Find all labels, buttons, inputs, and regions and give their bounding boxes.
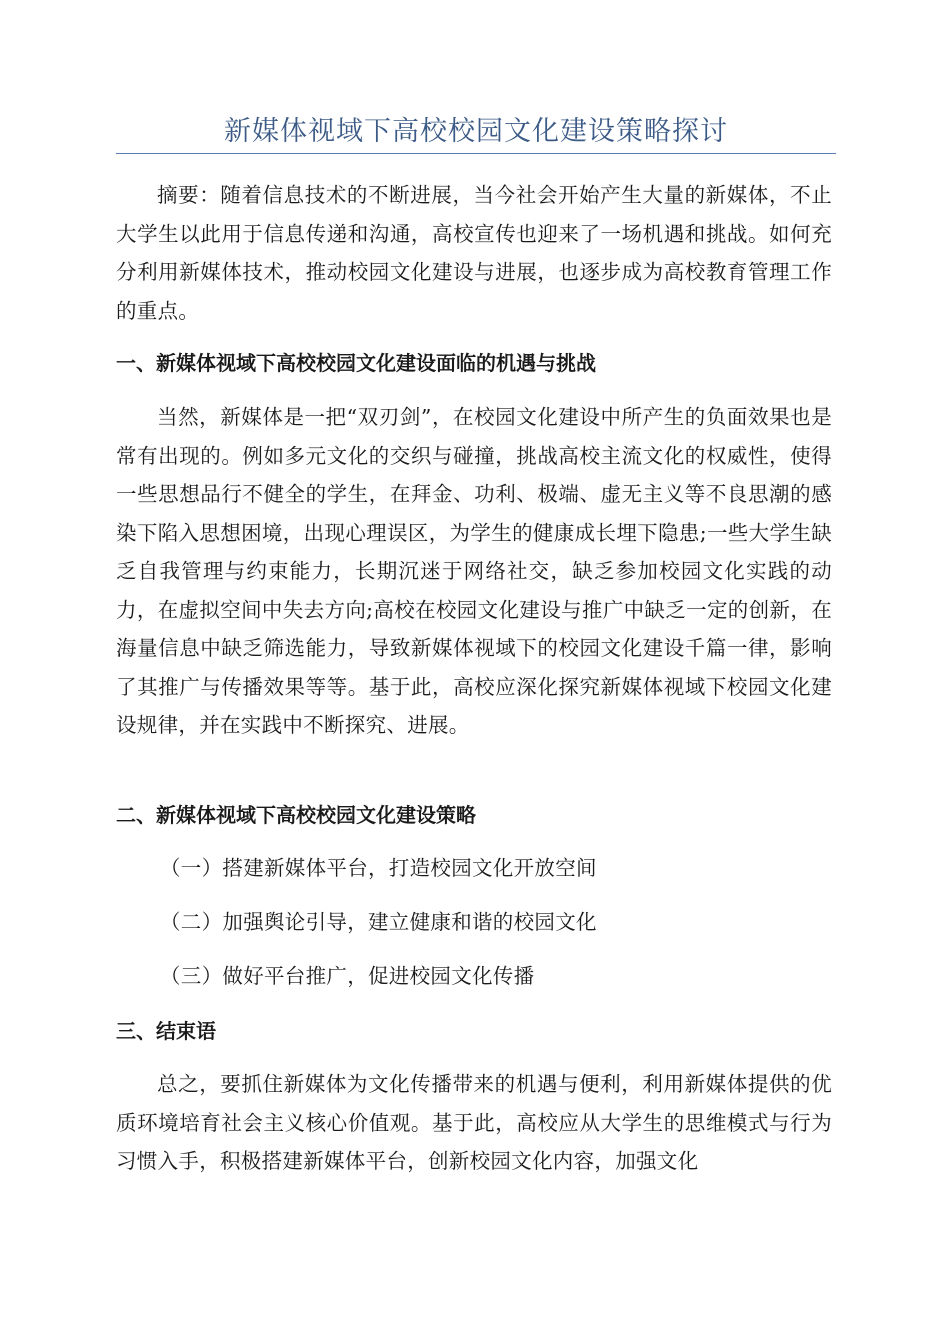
- abstract-paragraph: 摘要：随着信息技术的不断进展，当今社会开始产生大量的新媒体，不止大学生以此用于信息传递和沟通，高校宣传也迎来了一场机遇和挑战。如何充分利用新媒体技术，推动校园文化建设与进展，也逐步成为高校教育管理工作的重点。: [116, 183, 832, 323]
- document-title: 新媒体视域下高校校园文化建设策略探讨: [224, 116, 728, 147]
- section-heading-1: 一、新媒体视域下高校校园文化建设面临的机遇与挑战: [116, 351, 596, 375]
- subsection-item-1: （一）搭建新媒体平台，打造校园文化开放空间: [160, 856, 597, 880]
- subsection-item-3: （三）做好平台推广，促进校园文化传播: [160, 964, 535, 988]
- section-heading-2: 二、新媒体视域下高校校园文化建设策略: [116, 803, 476, 827]
- section-1-body: 当然，新媒体是一把“双刃剑”，在校园文化建设中所产生的负面效果也是常有出现的。例如多元文化的交织与碰撞，挑战高校主流文化的权威性，使得一些思想品行不健全的学生，在拜金、功利、极端、虚无主义等不良思潮的感染下陷入思想困境，出现心理误区，为学生的健康成长埋下隐患;一些大学生缺乏自我管理与约束能力，长期沉迷于网络社交，缺乏参加校园文化实践的动力，在虚拟空间中失去方向;高校在校园文化建设与推广中缺乏一定的创新，在海量信息中缺乏筛选能力，导致新媒体视域下的校园文化建设千篇一律，影响了其推广与传播效果等等。基于此，高校应深化探究新媒体视域下校园文化建设规律，并在实践中不断探究、进展。: [116, 405, 832, 737]
- subsection-item-2: （二）加强舆论引导，建立健康和谐的校园文化: [160, 910, 597, 934]
- title-underline: [116, 153, 836, 154]
- section-heading-3: 三、结束语: [116, 1019, 216, 1043]
- section-3-body: 总之，要抓住新媒体为文化传播带来的机遇与便利，利用新媒体提供的优质环境培育社会主义核心价值观。基于此，高校应从大学生的思维模式与行为习惯入手，积极搭建新媒体平台，创新校园文化内容，加强文化: [116, 1072, 832, 1173]
